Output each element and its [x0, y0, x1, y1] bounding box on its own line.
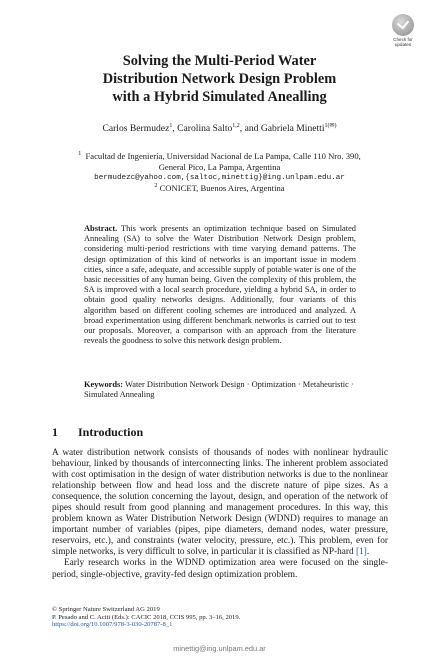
paragraph: Early research works in the WDND optimization area were focused on the single-period, single-objective, gravity-fed design optimization problem. — [52, 558, 388, 580]
affiliation-1-location: General Pico, La Pampa, Argentina — [158, 161, 281, 172]
section-title: Introduction — [78, 425, 144, 439]
doi-link[interactable]: https://doi.org/10.1007/978-3-030-20787-8_1 — [52, 621, 173, 628]
abstract-text: This work presents an optimization technique based on Simulated Annealing (SA) to solve the Water Distribution Network Design problem, considering multi-period restrictions with time varying demand patterns. The design optimization of this kind of networks is an important issue in modern cities, since a safe, adequate, and accessible supply of potable water is one of the basic necessities of any human being. Given the complexity of this problem, the SA is improved with a local search procedure, yielding a hybrid SA, in order to obtain good quality networks designs. Additionally, four variants of this algorithm based on different cooling schemes are introduced and analyzed. A broad experimentation using different benchmark networks is carried out to test our proposals. Moreover, a comparison with an approach from the literature reveals the goodness to solve this network design problem. — [84, 224, 356, 346]
citation-line: P. Pesado and C. Aciti (Eds.): CACIC 2018, CCIS 995, pp. 3–16, 2019. — [52, 613, 241, 621]
keywords — [84, 380, 356, 400]
author-name: Gabriela Minetti — [260, 123, 325, 134]
abstract-label: Abstract. — [84, 224, 118, 233]
keywords-label: Keywords: — [84, 380, 124, 389]
citation-link[interactable]: [1] — [355, 547, 367, 558]
section-number: 1 — [52, 425, 58, 439]
author-affiliation-mark: 1(✉) — [324, 122, 337, 129]
author-list: Carlos Bermudez$^1$, Carolina Salto$^{1,2}$, and Gabriela Minetti$^{1(✉)}$ — [102, 122, 337, 134]
check-updates-icon — [392, 14, 414, 36]
author-emails[interactable]: bermudezc@yahoo.com,{saltoc,minettig}@ing.unlpam.edu.ar — [94, 173, 345, 182]
badge-text: Check for updates — [393, 37, 413, 47]
download-stamp: minettig@ing.unlpam.edu.ar — [173, 644, 266, 653]
affiliations — [60, 151, 379, 194]
keywords-text: Water Distribution Network Design · Optimization · Metaheuristic · Simulated Annealing — [84, 380, 354, 400]
paper-title — [60, 52, 379, 106]
affiliation-1: $^1$ Facultad de Ingeniería, Universidad Nacional de La Pampa, Calle 110 Nro. 390, — [78, 151, 361, 161]
author-affiliation-mark: 1 — [169, 122, 173, 129]
title-line: Distribution Network Design Problem — [102, 71, 337, 87]
title-line: Solving the Multi-Period Water — [122, 53, 317, 69]
copyright-line: © Springer Nature Switzerland AG 2019 — [52, 606, 160, 613]
title-line: with a Hybrid Simulated Anealling — [112, 89, 327, 105]
affiliation-2: $^2$ CONICET, Buenos Aires, Argentina — [154, 183, 285, 194]
author-name: Carolina Salto — [177, 123, 233, 134]
author-name: Carlos Bermudez — [102, 123, 170, 134]
author-affiliation-mark: 1,2 — [232, 122, 240, 129]
abstract — [84, 224, 356, 346]
check-for-updates-badge[interactable] — [388, 14, 418, 52]
footer-notice — [52, 606, 388, 629]
body-text — [52, 448, 388, 581]
paragraph: A water distribution network consists of thousands of nodes with nonlinear hydraulic behaviour, linked by thousands of interconnecting links. The inherent problem associated with cost optimisation in the design of water distribution networks is due to the nonlinear relationship between flow and head loss and the discrete nature of pipe sizes. As a consequence, the solution concerning the layout, design, and operation of the network of pipes should result from good planning and management procedures. In this way, this problem known as Water Distribution Network Design (WDND) requires to manage an important number of variables (pipes, pipe diameters, demand nodes, water pressure, reservoirs, etc.), and constraints (water velocity, pressure, etc.). This problem, even for simple networks, is very difficult to solve, in particular it is classified as NP-hard [1]. — [52, 448, 388, 558]
section-heading — [52, 425, 143, 440]
